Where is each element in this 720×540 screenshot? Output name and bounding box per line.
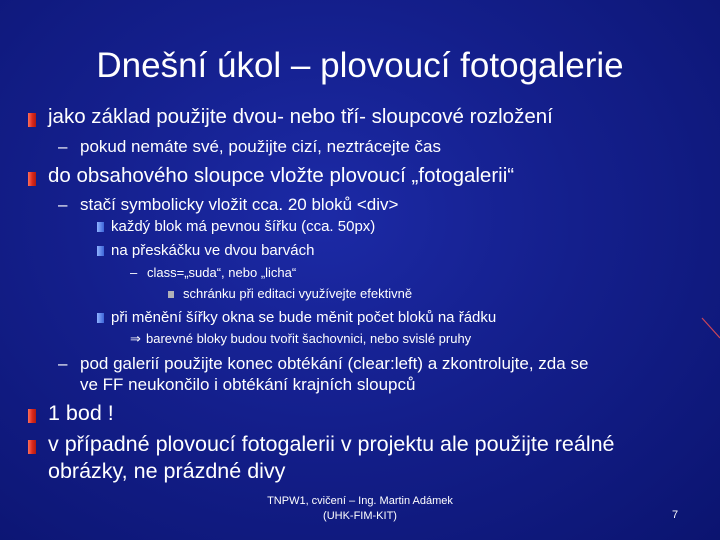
bullet-l3-two-colors: na přeskáčku ve dvou barvách (111, 242, 315, 259)
bullet-l1-insert-gallery: do obsahového sloupce vložte plovoucí „fotogalerii“ (48, 164, 515, 187)
dash-icon: – (58, 354, 68, 373)
bullet-l1-base-layout: jako základ použijte dvou- nebo tří- sloupcové rozložení (48, 105, 553, 128)
bullet-icon (28, 113, 36, 127)
bullet-icon (97, 313, 104, 323)
page-number: 7 (671, 509, 679, 521)
bullet-icon (97, 222, 104, 232)
bullet-l4-class-names: class=„suda“, nebo „licha“ (147, 265, 297, 280)
bullet-l2-clear-left-line2: ve FF neukončilo i obtékání krajních sloupců (80, 375, 416, 394)
footer-institution: (UHK-FIM-KIT) (323, 510, 397, 522)
bullet-l2-own-or-foreign: pokud nemáte své, použijte cizí, neztrácejte čas (80, 137, 441, 156)
bullet-icon (28, 440, 36, 454)
bullet-icon (97, 246, 104, 256)
implies-arrow-icon: ⇒ (130, 331, 141, 346)
bullet-icon (168, 291, 174, 298)
bullet-l4-checkerboard: barevné bloky budou tvořit šachovnici, nebo svislé pruhy (146, 331, 472, 346)
bullet-l1-one-point: 1 bod ! (48, 401, 114, 425)
slide-title: Dnešní úkol – plovoucí fotogalerie (96, 46, 624, 85)
dash-icon: – (58, 195, 68, 214)
bullet-l2-clear-left-line1: pod galerií použijte konec obtékání (clear:left) a zkontrolujte, zda se (80, 354, 589, 373)
bullet-icon (28, 409, 36, 423)
bullet-l3-fixed-width: každý blok má pevnou šířku (cca. 50px) (111, 218, 376, 235)
bullet-l5-clipboard: schránku při editaci využívejte efektivně (183, 286, 413, 301)
bullet-l1-real-images-line1: v případné plovoucí fotogalerii v projektu ale použijte reálné (48, 432, 615, 456)
bullet-l3-window-resize: při měnění šířky okna se bude měnit počet bloků na řádku (111, 309, 497, 326)
bullet-icon (28, 172, 36, 186)
dash-icon: – (130, 265, 138, 280)
footer-author: TNPW1, cvičení – Ing. Martin Adámek (267, 495, 453, 507)
bullet-l2-twenty-divs: stačí symbolicky vložit cca. 20 bloků <div> (80, 195, 399, 214)
dash-icon: – (58, 137, 68, 156)
bullet-l1-real-images-line2: obrázky, ne prázdné divy (48, 459, 286, 483)
